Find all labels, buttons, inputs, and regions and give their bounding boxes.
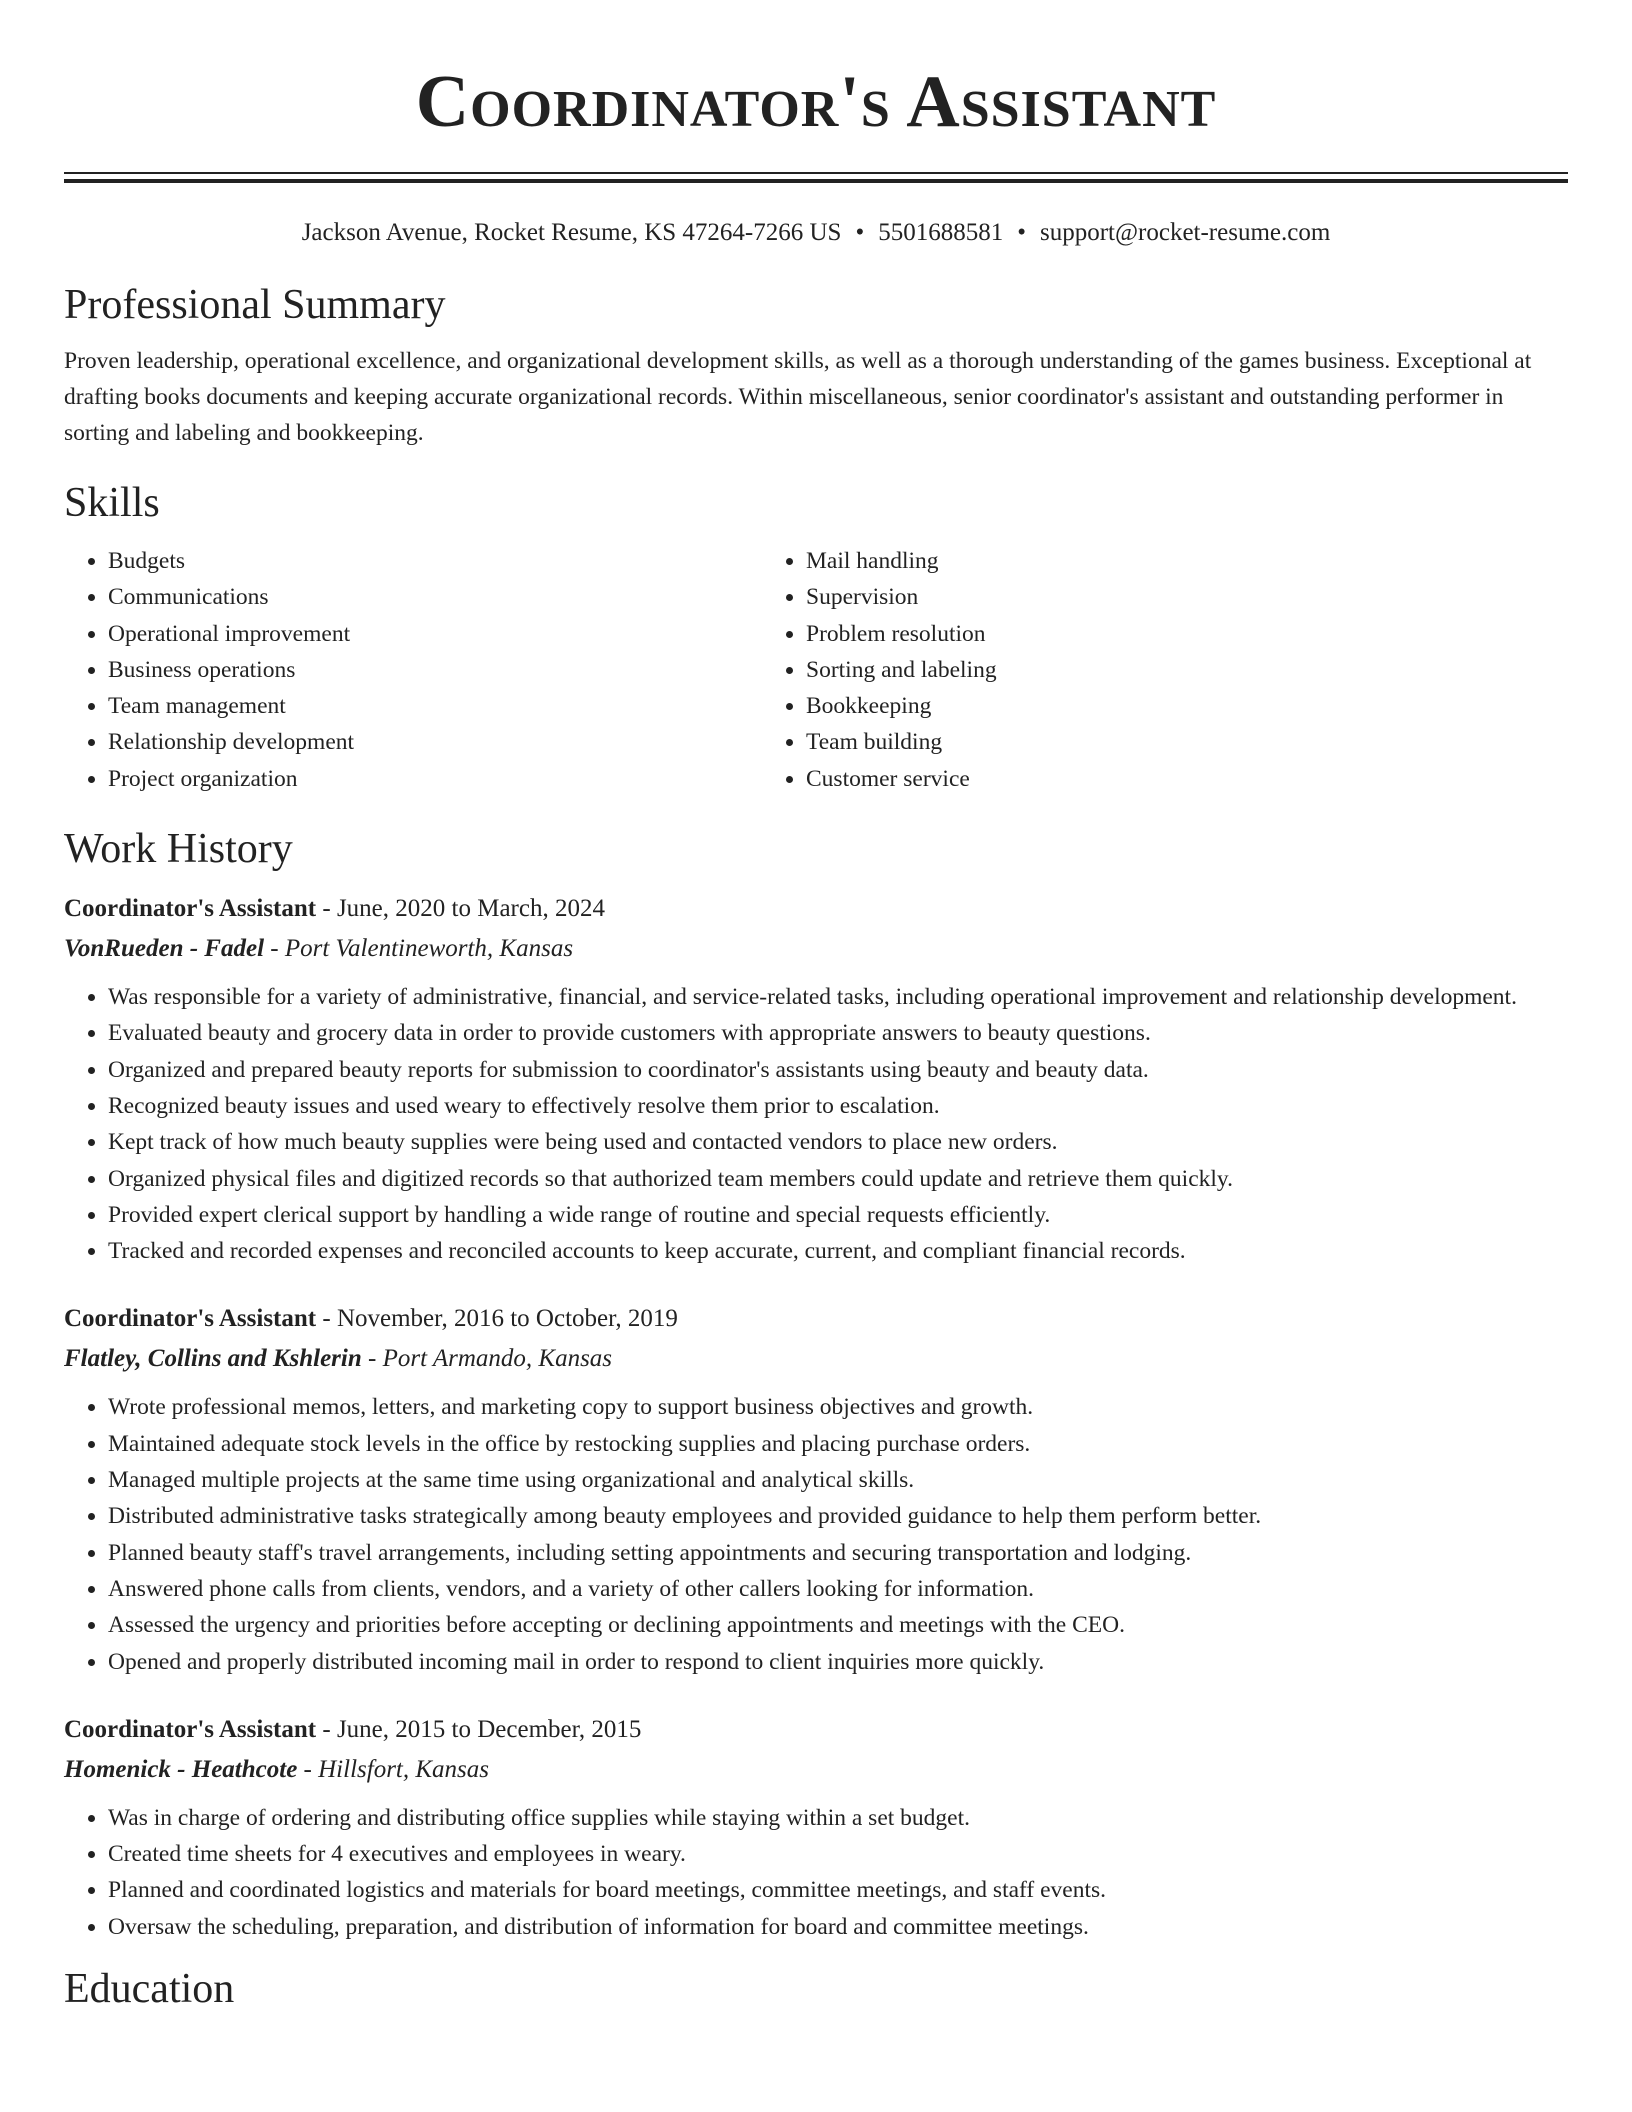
job-duties (64, 1389, 1568, 1679)
job-dates: - June, 2015 to December, 2015 (316, 1715, 642, 1743)
skill-item: • Business operations (108, 652, 762, 688)
skill-item: • Supervision (806, 579, 1568, 615)
skill-item: • Mail handling (806, 543, 1568, 579)
job-dates: - November, 2016 to October, 2019 (316, 1305, 678, 1333)
education-heading: Education (64, 1966, 235, 2013)
summary-heading: Professional Summary (64, 282, 446, 328)
duty-item: • Distributed administrative tasks strategically among beauty employees and provided guidance to help them perform better. (108, 1498, 1568, 1534)
duty-item: • Wrote professional memos, letters, and marketing copy to support business objectives and growth. (108, 1389, 1568, 1425)
employer-name: VonRueden - Fadel (64, 935, 265, 963)
skill-item: • Customer service (806, 761, 1568, 797)
duty-item: • Tracked and recorded expenses and reconciled accounts to keep accurate, current, and compliant financial records. (108, 1233, 1568, 1269)
skill-item: • Team management (108, 688, 762, 724)
contact-phone: 5501688581 (878, 219, 1004, 246)
skills-column-left (64, 543, 762, 797)
duty-item: • Kept track of how much beauty supplies were being used and contacted vendors to place new orders. (108, 1124, 1568, 1160)
employer-location: - Port Armando, Kansas (361, 1345, 613, 1373)
skill-item: • Team building (806, 724, 1568, 760)
duty-item: • Answered phone calls from clients, vendors, and a variety of other callers looking for information. (108, 1571, 1568, 1607)
duty-item: • Organized physical files and digitized records so that authorized team members could update and retrieve them quickly. (108, 1161, 1568, 1197)
job-duties (64, 979, 1568, 1269)
skills-column-right (762, 543, 1568, 797)
job-title: Coordinator's Assistant (64, 895, 317, 923)
contact-separator: • (855, 219, 865, 246)
employer-name: Homenick - Heathcote (64, 1755, 298, 1783)
employer-location: - Hillsfort, Kansas (297, 1755, 489, 1783)
duty-item: • Was responsible for a variety of administrative, financial, and service-related tasks, including operational improvement and relationship development. (108, 979, 1568, 1015)
summary-text: Proven leadership, operational excellence, and organizational development skills, as well as a thorough understanding of the games business. Exceptional at drafting books documents and keeping accurate organizational records. Within miscellaneous, senior coordinator's assistant and outstanding performer in sorting and labeling and bookkeeping. (64, 348, 1532, 446)
duty-item: • Evaluated beauty and grocery data in order to provide customers with appropriate answers to beauty questions. (108, 1015, 1568, 1051)
job-dates: - June, 2020 to March, 2024 (316, 895, 605, 923)
duty-item: • Assessed the urgency and priorities before accepting or declining appointments and meetings with the CEO. (108, 1607, 1568, 1643)
skill-item: • Operational improvement (108, 616, 762, 652)
contact-address: Jackson Avenue, Rocket Resume, KS 47264-7266 US (301, 219, 842, 246)
skill-item: • Problem resolution (806, 616, 1568, 652)
employer-location: - Port Valentineworth, Kansas (264, 935, 574, 963)
duty-item: • Organized and prepared beauty reports for submission to coordinator's assistants using beauty and beauty data. (108, 1052, 1568, 1088)
duty-item: • Planned and coordinated logistics and materials for board meetings, committee meetings, and staff events. (108, 1872, 1568, 1908)
employer-name: Flatley, Collins and Kshlerin (64, 1345, 362, 1373)
contact-separator: • (1017, 219, 1026, 246)
skill-item: • Project organization (108, 761, 762, 797)
duty-item: • Planned beauty staff's travel arrangements, including setting appointments and securing transportation and lodging. (108, 1535, 1568, 1571)
job-entry (64, 889, 1568, 1269)
skills-heading: Skills (64, 480, 160, 526)
duty-item: • Recognized beauty issues and used weary to effectively resolve them prior to escalation. (108, 1088, 1568, 1124)
resume-title: Coordinator's Assistant (415, 61, 1217, 143)
skill-item: • Relationship development (108, 724, 762, 760)
duty-item: • Created time sheets for 4 executives and employees in weary. (108, 1836, 1568, 1872)
skill-item: • Sorting and labeling (806, 652, 1568, 688)
resume-page (64, 0, 1568, 2015)
job-title-line (64, 1299, 1568, 1339)
skills-list (64, 543, 1568, 797)
employer-line (64, 1750, 1568, 1790)
title-divider (64, 172, 1568, 183)
employer-line (64, 929, 1568, 969)
job-title-line (64, 889, 1568, 929)
skill-item: • Bookkeeping (806, 688, 1568, 724)
employer-line (64, 1339, 1568, 1379)
duty-item: • Provided expert clerical support by handling a wide range of routine and special requests efficiently. (108, 1197, 1568, 1233)
job-title: Coordinator's Assistant (64, 1305, 317, 1333)
contact-line (64, 217, 1568, 249)
work-history-heading: Work History (64, 826, 293, 873)
duty-item: • Maintained adequate stock levels in the office by restocking supplies and placing purchase orders. (108, 1426, 1568, 1462)
duty-item: • Opened and properly distributed incoming mail in order to respond to client inquiries more quickly. (108, 1644, 1568, 1680)
skill-item: • Communications (108, 579, 762, 615)
job-entry (64, 1710, 1568, 1945)
job-entry (64, 1299, 1568, 1679)
contact-email: support@rocket-resume.com (1040, 219, 1331, 246)
duty-item: • Managed multiple projects at the same time using organizational and analytical skills. (108, 1462, 1568, 1498)
duty-item: • Oversaw the scheduling, preparation, and distribution of information for board and committee meetings. (108, 1909, 1568, 1945)
job-duties (64, 1800, 1568, 1945)
job-title: Coordinator's Assistant (64, 1715, 317, 1743)
duty-item: • Was in charge of ordering and distributing office supplies while staying within a set budget. (108, 1800, 1568, 1836)
job-title-line (64, 1710, 1568, 1750)
skill-item: • Budgets (108, 543, 762, 579)
